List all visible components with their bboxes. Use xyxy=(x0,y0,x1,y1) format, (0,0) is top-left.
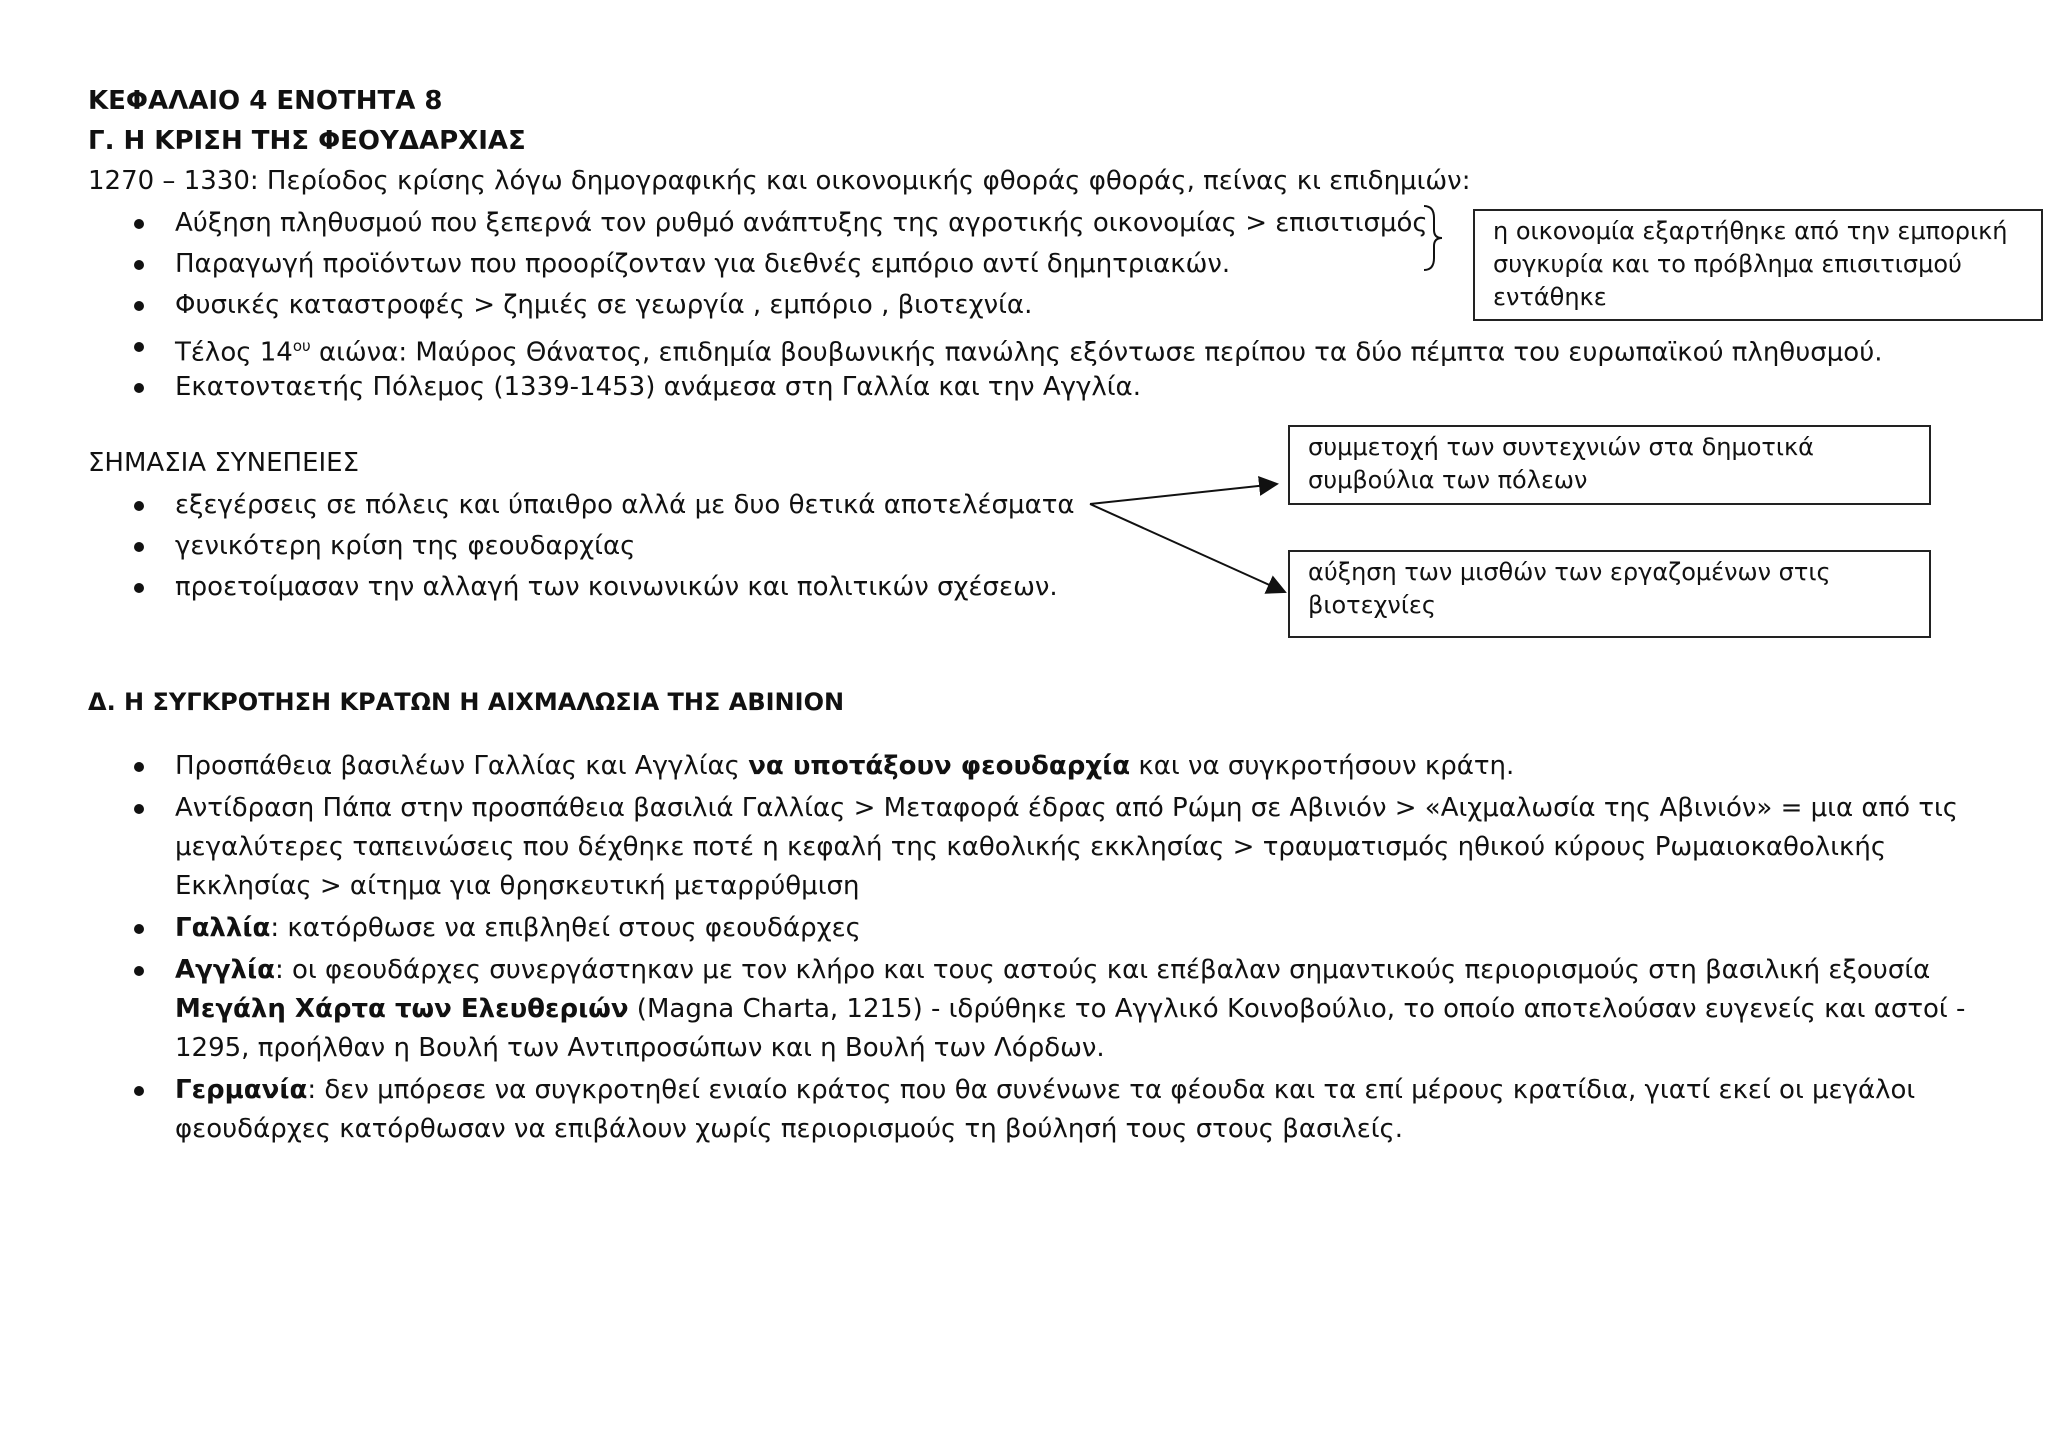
list-item xyxy=(130,909,1975,948)
arrow-to-result-2 xyxy=(1090,504,1285,592)
list-item-text: : δεν μπόρεσε να συγκροτηθεί ενιαίο κράτος που θα συνένωνε τα φέουδα και τα επί μέρους κρατίδια, γιατί εκεί οι μεγάλοι φεουδάρχες κατόρθωσαν να επιβάλουν χωρίς περιορισμούς τη βούλησή τους στους βασιλείς. xyxy=(175,1075,1916,1144)
section-g-title: Γ. Η ΚΡΙΣΗ ΤΗΣ ΦΕΟΥΔΑΡΧΙΑΣ xyxy=(88,126,526,156)
chapter-heading: ΚΕΦΑΛΑΙΟ 4 ΕΝΟΤΗΤΑ 8 xyxy=(88,86,443,116)
list-item-text: : οι φεουδάρχες συνεργάστηκαν με τον κλήρο και τους αστούς και επέβαλαν σημαντικούς περιορισμούς στη βασιλική εξουσία xyxy=(275,955,1931,985)
list-item: γενικότερη κρίση της φεουδαρχίας xyxy=(130,526,1075,567)
list-item-text: Προσπάθεια βασιλέων Γαλλίας και Αγγλίας xyxy=(175,751,749,781)
list-item-text: Τέλος 14 xyxy=(175,337,293,368)
list-item: προετοίμασαν την αλλαγή των κοινωνικών και πολιτικών σχέσεων. xyxy=(130,567,1075,608)
arrow-to-result-1 xyxy=(1090,484,1277,504)
crisis-intro: 1270 – 1330: Περίοδος κρίσης λόγω δημογραφικής και οικονομικής φθοράς φθοράς, πείνας κι επιδημιών: xyxy=(88,166,1471,196)
list-item: Αντίδραση Πάπα στην προσπάθεια βασιλιά Γαλλίας > Μεταφορά έδρας από Ρώμη σε Αβινιόν > «Αιχμαλωσία της Αβινιόν» = μια από τις μεγαλύτερες ταπεινώσεις που δέχθηκε ποτέ η κεφαλή της καθολικής εκκλησίας > τραυματισμός ηθικού κύρους Ρωμαιοκαθολικής Εκκλησίας > αίτημα για θρησκευτική μεταρρύθμιση xyxy=(130,789,1975,906)
list-item-text: : κατόρθωσε να επιβληθεί στους φεουδάρχες xyxy=(270,913,861,943)
list-item: Εκατονταετής Πόλεμος (1339-1453) ανάμεσα στη Γαλλία και την Αγγλία. xyxy=(130,367,1883,408)
country-label: Γαλλία xyxy=(175,913,271,943)
list-item xyxy=(130,1071,1975,1149)
significance-list xyxy=(130,485,1075,608)
country-label: Αγγλία xyxy=(175,955,275,985)
list-item xyxy=(130,326,1883,367)
result-arrows xyxy=(1080,470,1300,600)
list-item xyxy=(130,747,1975,786)
list-item: εξεγέρσεις σε πόλεις και ύπαιθρο αλλά με δυο θετικά αποτελέσματα xyxy=(130,485,1075,526)
list-item: Φυσικές καταστροφές > ζημιές σε γεωργία , εμπόριο , βιοτεχνία. xyxy=(130,285,1883,326)
list-item: Αύξηση πληθυσμού που ξεπερνά τον ρυθμό ανάπτυξης της αγροτικής οικονομίας > επισιτισμός xyxy=(130,203,1883,244)
result-box-1: συμμετοχή των συντεχνιών στα δημοτικά συμβούλια των πόλεων xyxy=(1288,425,1931,505)
list-item xyxy=(130,951,1975,1068)
emphasis-text: να υποτάξουν φεουδαρχία xyxy=(748,751,1131,781)
section-d-title: Δ. Η ΣΥΓΚΡΟΤΗΣΗ ΚΡΑΤΩΝ Η ΑΙΧΜΑΛΩΣΙΑ ΤΗΣ ΑΒΙΝΙΟΝ xyxy=(88,688,845,716)
list-item-text: αιώνα: Μαύρος Θάνατος, επιδημία βουβωνικής πανώλης εξόντωσε περίπου τα δύο πέμπτα του ευρωπαϊκού πληθυσμού. xyxy=(310,337,1883,368)
economy-note-box: η οικονομία εξαρτήθηκε από την εμπορική συγκυρία και το πρόβλημα επισιτισμού εντάθηκε xyxy=(1473,209,2043,321)
country-label: Γερμανία xyxy=(175,1075,308,1105)
result-box-2: αύξηση των μισθών των εργαζομένων στις βιοτεχνίες xyxy=(1288,550,1931,638)
list-item-text: και να συγκροτήσουν κράτη. xyxy=(1130,751,1515,781)
emphasis-text: Μεγάλη Χάρτα των Ελευθεριών xyxy=(175,994,629,1024)
state-formation-list xyxy=(130,747,1975,1152)
superscript: ου xyxy=(292,337,311,355)
list-item: Παραγωγή προϊόντων που προορίζονταν για διεθνές εμπόριο αντί δημητριακών. xyxy=(130,244,1883,285)
curly-brace xyxy=(1420,202,1450,274)
list-item-text: (Magna Charta, 1215) - ιδρύθηκε το Αγγλικό Κοινοβούλιο, το οποίο αποτελούσαν ευγενείς και αστοί - 1295, προήλθαν η Βουλή των Αντιπροσώπων και η Βουλή των Λόρδων. xyxy=(175,994,1966,1063)
significance-title: ΣΗΜΑΣΙΑ ΣΥΝΕΠΕΙΕΣ xyxy=(88,448,360,478)
